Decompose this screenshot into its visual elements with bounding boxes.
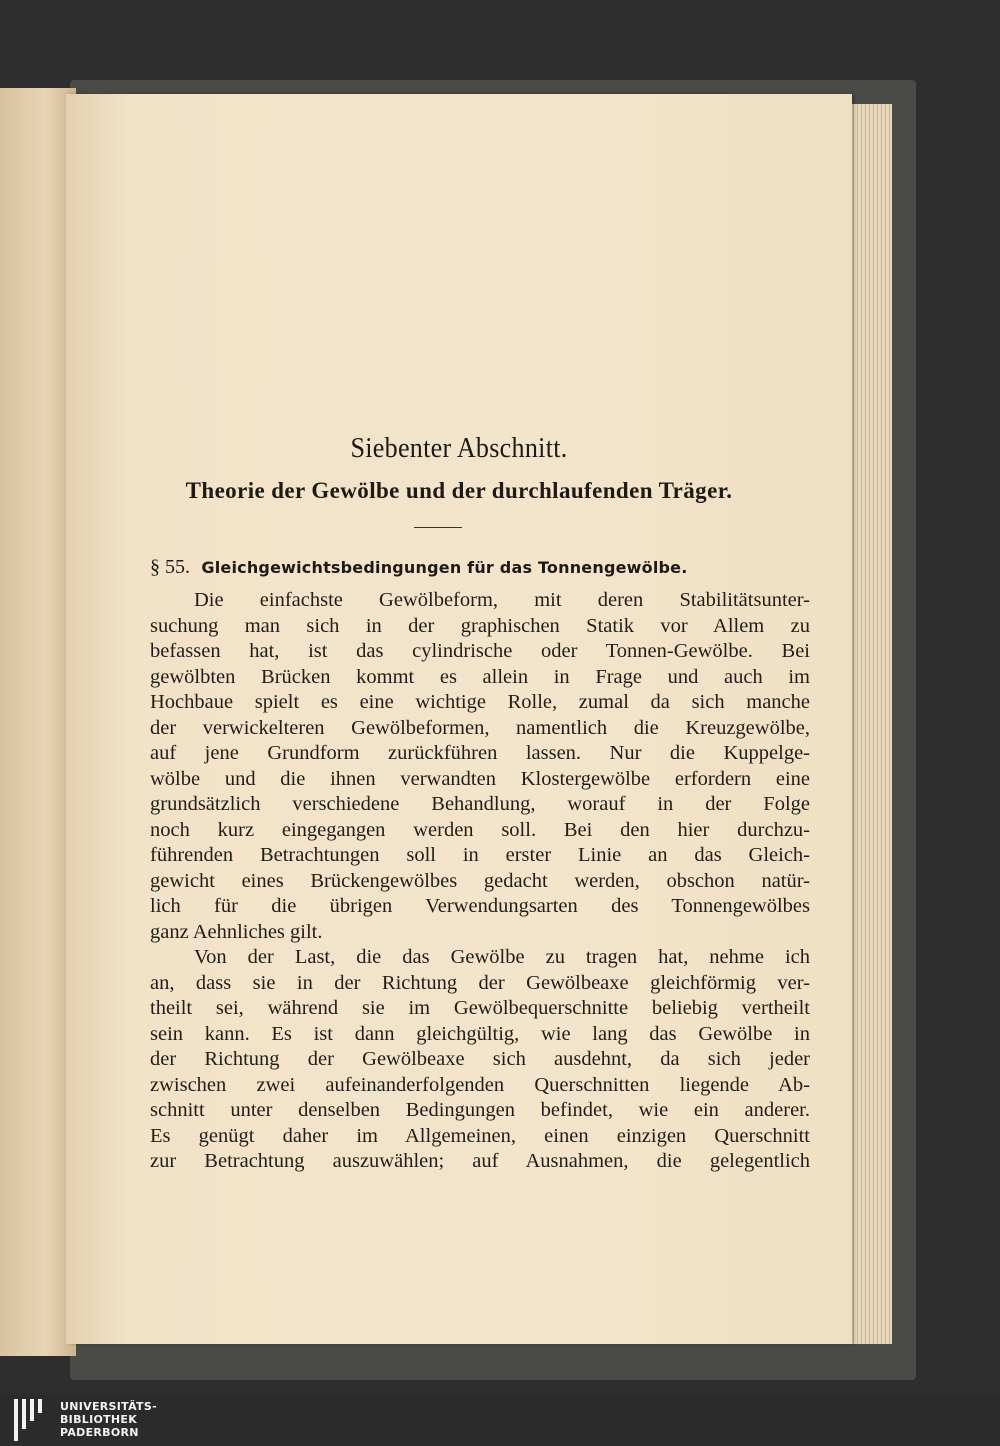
logo-line: UNIVERSITÄTS- [60, 1400, 157, 1413]
paragraph-heading [150, 556, 816, 579]
logo-line: PADERBORN [60, 1426, 139, 1439]
text-line: gewölbten Brücken kommt es allein in Frage und auch im [150, 665, 810, 688]
text-line: zwischen zwei aufeinanderfolgenden Querschnitten liegende Ab- [150, 1073, 810, 1096]
text-line: theilt sei, während sie im Gewölbequerschnitte beliebig vertheilt [150, 997, 810, 1019]
text-line: Es genügt daher im Allgemeinen, einen einzigen Querschnitt [150, 1124, 810, 1147]
text-line: an, dass sie in der Richtung der Gewölbeaxe gleichförmig ver- [150, 971, 810, 994]
library-logo [0, 1394, 1000, 1446]
book-page [66, 94, 852, 1344]
text-line: sein kann. Es ist dann gleichgültig, wie lang das Gewölbe in [150, 1022, 810, 1045]
text-line: grundsätzlich verschiedene Behandlung, worauf in der Folge [150, 793, 810, 815]
text-line: lich für die übrigen Verwendungsarten des Tonnengewölbes [150, 895, 810, 917]
page-stack-edges [846, 104, 892, 1344]
text-line: wölbe und die ihnen verwandten Klostergewölbe erfordern eine [150, 767, 810, 790]
logo-line: BIBLIOTHEK [60, 1413, 138, 1426]
library-logo-text [60, 1400, 157, 1439]
text-line: zur Betrachtung auszuwählen; auf Ausnahmen, die gelegentlich [150, 1150, 810, 1172]
text-line: führenden Betrachtungen soll in erster Linie an das Gleich- [150, 844, 810, 866]
text-line: befassen hat, ist das cylindrische oder Tonnen-Gewölbe. Bei [150, 640, 810, 662]
text-line: auf jene Grundform zurückführen lassen. Nur die Kuppelge- [150, 742, 810, 764]
text-line: Hochbaue spielt es eine wichtige Rolle, zumal da sich manche [150, 691, 810, 713]
title-rule [414, 527, 462, 528]
body-text [150, 588, 810, 1175]
text-line: ganz Aehnliches gilt. [150, 920, 323, 943]
text-line: Von der Last, die das Gewölbe zu tragen hat, nehme ich [194, 946, 810, 968]
paragraph-number: § 55. [150, 556, 190, 578]
paragraph-title: Gleichgewichtsbedingungen für das Tonnengewölbe. [201, 558, 688, 577]
library-logo-icon [14, 1399, 44, 1441]
text-line: gewicht eines Brückengewölbes gedacht werden, obschon natür- [150, 869, 810, 892]
text-line: schnitt unter denselben Bedingungen befindet, wie ein anderer. [150, 1099, 810, 1121]
chapter-title: Theorie der Gewölbe und der durchlaufenden Träger. [185, 478, 733, 503]
text-line: suchung man sich in der graphischen Statik vor Allem zu [150, 614, 810, 637]
text-line: noch kurz eingegangen werden soll. Bei den hier durchzu- [150, 818, 810, 841]
text-line: der Richtung der Gewölbeaxe sich ausdehnt, da sich jeder [150, 1048, 810, 1070]
text-line: Die einfachste Gewölbeform, mit deren Stabilitätsunter- [194, 589, 810, 611]
text-line: der verwickelteren Gewölbeformen, namentlich die Kreuzgewölbe, [150, 716, 810, 739]
section-title: Siebenter Abschnitt. [350, 432, 568, 464]
left-page-edge [0, 88, 76, 1356]
